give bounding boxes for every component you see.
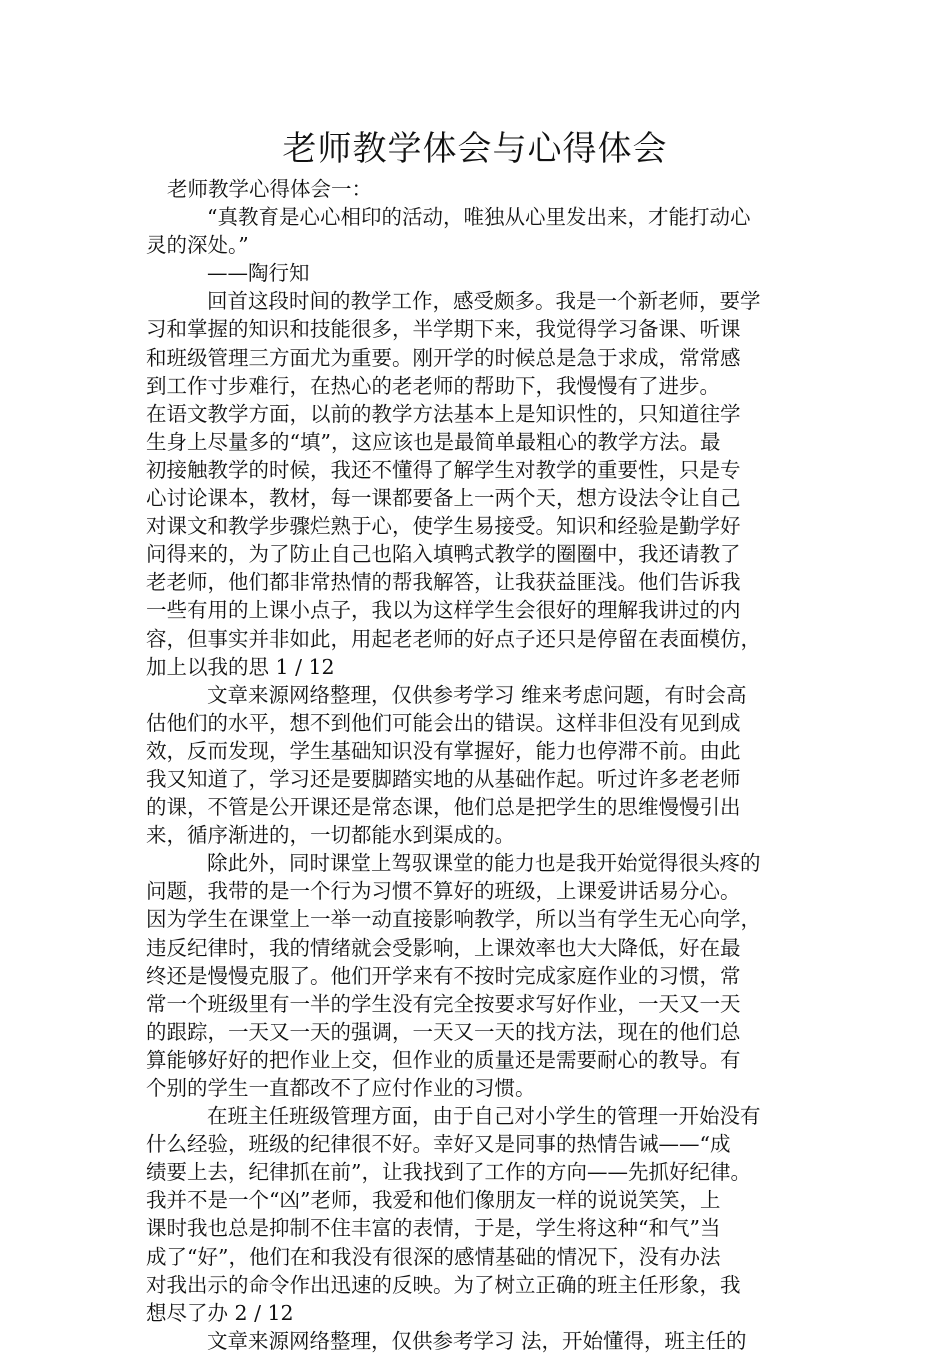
text-line: 除此外，同时课堂上驾驭课堂的能力也是我开始觉得很头疼的 — [207, 851, 761, 876]
text-line: 的课，不管是公开课还是常态课，他们总是把学生的思维慢慢引出 — [146, 795, 741, 820]
text-line: 老师教学心得体会一： — [167, 177, 372, 201]
text-line: 在语文教学方面，以前的教学方法基本上是知识性的，只知道往学 — [146, 401, 741, 426]
text-line: 违反纪律时，我的情绪就会受影响，上课效率也大大降低，好在最 — [146, 935, 741, 960]
text-line: 想尽了办 2 / 12 — [146, 1300, 294, 1325]
text-line: 一些有用的上课小点子，我以为这样学生会很好的理解我讲过的内 — [146, 598, 741, 623]
text-line: 心讨论课本，教材，每一课都要备上一两个天，想方设法令让自己 — [146, 486, 741, 511]
document-body — [146, 175, 826, 1355]
text-line: 在班主任班级管理方面，由于自己对小学生的管理一开始没有 — [207, 1104, 761, 1129]
text-line: 对我出示的命令作出迅速的反映。为了树立正确的班主任形象，我 — [146, 1272, 741, 1297]
text-line: 文章来源网络整理，仅供参考学习 维来考虑问题，有时会高 — [207, 682, 747, 707]
text-line: 我并不是一个“凶”老师，我爱和他们像朋友一样的说说笑笑，上 — [146, 1188, 721, 1213]
text-line: 初接触教学的时候，我还不懂得了解学生对教学的重要性，只是专 — [146, 457, 741, 482]
text-line: 绩要上去，纪律抓在前”，让我找到了工作的方向——先抓好纪律。 — [146, 1160, 751, 1185]
text-line: “真教育是心心相印的活动，唯独从心里发出来，才能打动心 — [207, 205, 751, 230]
text-line: 来，循序渐进的，一切都能水到渠成的。 — [146, 823, 515, 848]
text-line: 估他们的水平，想不到他们可能会出的错误。这样非但没有见到成 — [146, 710, 741, 735]
text-line: 问题，我带的是一个行为习惯不算好的班级，上课爱讲话易分心。 — [146, 879, 741, 904]
text-line: 文章来源网络整理，仅供参考学习 法，开始懂得，班主任的 — [207, 1328, 747, 1353]
text-line: 对课文和教学步骤烂熟于心，使学生易接受。知识和经验是勤学好 — [146, 514, 741, 539]
text-line: 效，反而发现，学生基础知识没有掌握好，能力也停滞不前。由此 — [146, 738, 741, 763]
document-title: 老师教学体会与心得体会 — [282, 129, 668, 169]
text-line: 和班级管理三方面尤为重要。刚开学的时候总是急于求成，常常感 — [146, 345, 741, 370]
text-line: 常一个班级里有一半的学生没有完全按要求写好作业，一天又一天 — [146, 991, 741, 1016]
text-line: 灵的深处。” — [146, 233, 249, 258]
text-line: 成了“好”，他们在和我没有很深的感情基础的情况下，没有办法 — [146, 1244, 721, 1269]
text-line: 的跟踪，一天又一天的强调，一天又一天的找方法，现在的他们总 — [146, 1019, 741, 1044]
text-line: 加上以我的思 1 / 12 — [146, 654, 335, 679]
text-line: 什么经验，班级的纪律很不好。幸好又是同事的热情告诫——“成 — [146, 1132, 731, 1157]
text-line: 回首这段时间的教学工作，感受颇多。我是一个新老师，要学 — [207, 289, 761, 314]
text-line: 我又知道了，学习还是要脚踏实地的从基础作起。听过许多老老师 — [146, 766, 741, 791]
text-line: ——陶行知 — [207, 261, 310, 286]
text-line: 个别的学生一直都改不了应付作业的习惯。 — [146, 1076, 536, 1100]
text-line: 习和掌握的知识和技能很多，半学期下来，我觉得学习备课、听课 — [146, 317, 741, 342]
text-line: 问得来的，为了防止自己也陷入填鸭式教学的圈圈中，我还请教了 — [146, 542, 741, 567]
text-line: 因为学生在课堂上一举一动直接影响教学，所以当有学生无心向学， — [146, 907, 761, 932]
text-line: 算能够好好的把作业上交，但作业的质量还是需要耐心的教导。有 — [146, 1047, 741, 1072]
text-line: 容，但事实并非如此，用起老老师的好点子还只是停留在表面模仿， — [146, 626, 761, 651]
text-line: 终还是慢慢克服了。他们开学来有不按时完成家庭作业的习惯，常 — [146, 963, 741, 988]
text-line: 到工作寸步难行，在热心的老老师的帮助下，我慢慢有了进步。 — [146, 373, 720, 398]
text-line: 老老师，他们都非常热情的帮我解答，让我获益匪浅。他们告诉我 — [146, 570, 741, 595]
text-line: 课时我也总是抑制不住丰富的表情，于是，学生将这种“和气”当 — [146, 1216, 721, 1241]
text-line: 生身上尽量多的“填”，这应该也是最简单最粗心的教学方法。最 — [146, 429, 721, 454]
